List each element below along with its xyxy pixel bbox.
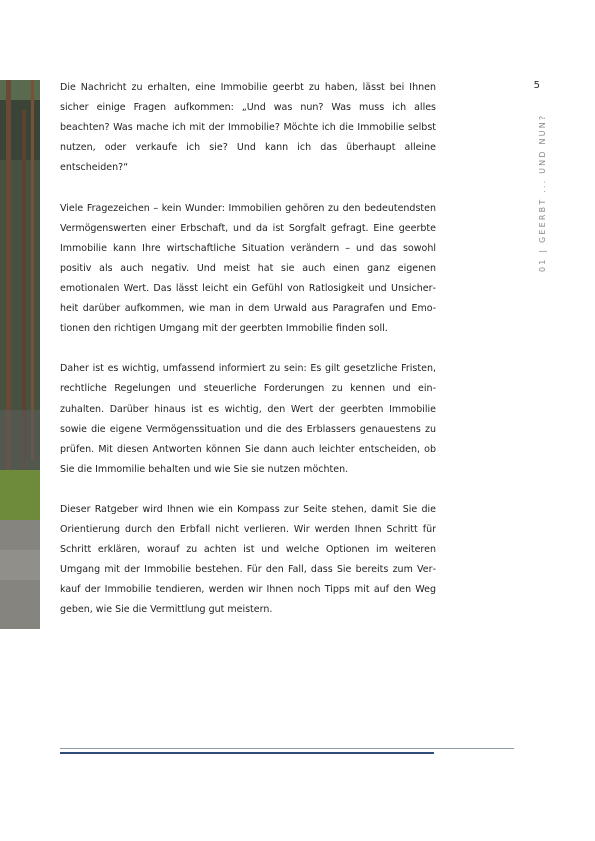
footer-rule-light (60, 748, 514, 749)
paragraph-1: Die Nachricht zu erhalten, eine Immobilie geerbt zu haben, lässt bei Ihnen sicher einige Fragen aufkommen: „Und was nun? Was muss ich alles beachten? Was mache ich mit der Immobilie? Möchte ich die Immobilie selbst nutzen, oder verkaufe ich sie? Und kann ich das überhaupt alleine entscheiden?“ (60, 82, 436, 174)
side-photo-strip (0, 80, 40, 629)
paragraph-3: Daher ist es wichtig, umfassend informiert zu sein: Es gilt gesetzliche Fristen, rechtliche Regelungen und steuerliche Forderungen zu kennen und einzuhalten. Darüber hinaus ist es wichtig, den Wert der geerbten Immobilie sowie die eigene Vermögenssituation und die des Erblassers genauestens zu prüfen. Mit diesen Antworten können Sie dann auch leichter entscheiden, ob Sie die Immomilie behalten und wie Sie sie nutzen möchten. (60, 363, 436, 475)
footer-rule-dark (60, 752, 434, 754)
paragraph-2: Viele Fragezeichen – kein Wunder: Immobilien gehören zu den bedeutendsten Vermögenswerten einer Erbschaft, und da ist Sorgfalt gefragt. Eine geerbte Immobilie kann Ihre wirtschaftliche Situation verändern – und das sowohl positiv als auch negativ. Und meist hat sie auch einen ganz eigenen emotionalen Wert. Das lässt leicht ein Gefühl von Ratlosigkeit und Unsicherheit darüber aufkommen, wie man in dem Urwald aus Paragrafen und Emotionen den richtigen Umgang mit der geerbten Immobilie finden soll. (60, 202, 436, 335)
page-number: 5 (533, 80, 540, 91)
running-head: 01 | GEERBT ... UND NUN? (538, 113, 547, 272)
body-text (60, 78, 436, 641)
paragraph-4: Dieser Ratgeber wird Ihnen wie ein Kompass zur Seite stehen, damit Sie die Orientierung durch den Erbfall nicht verlieren. Wir werden Ihnen Schritt für Schritt erklären, worauf zu achten ist und welche Optionen im weiteren Umgang mit der Immobilie bestehen. Für den Fall, dass Sie bereits zum Verkauf der Immobilie tendieren, werden wir Ihnen noch Tipps mit auf den Weg geben, wie Sie die Vermittlung gut meistern. (60, 503, 436, 616)
